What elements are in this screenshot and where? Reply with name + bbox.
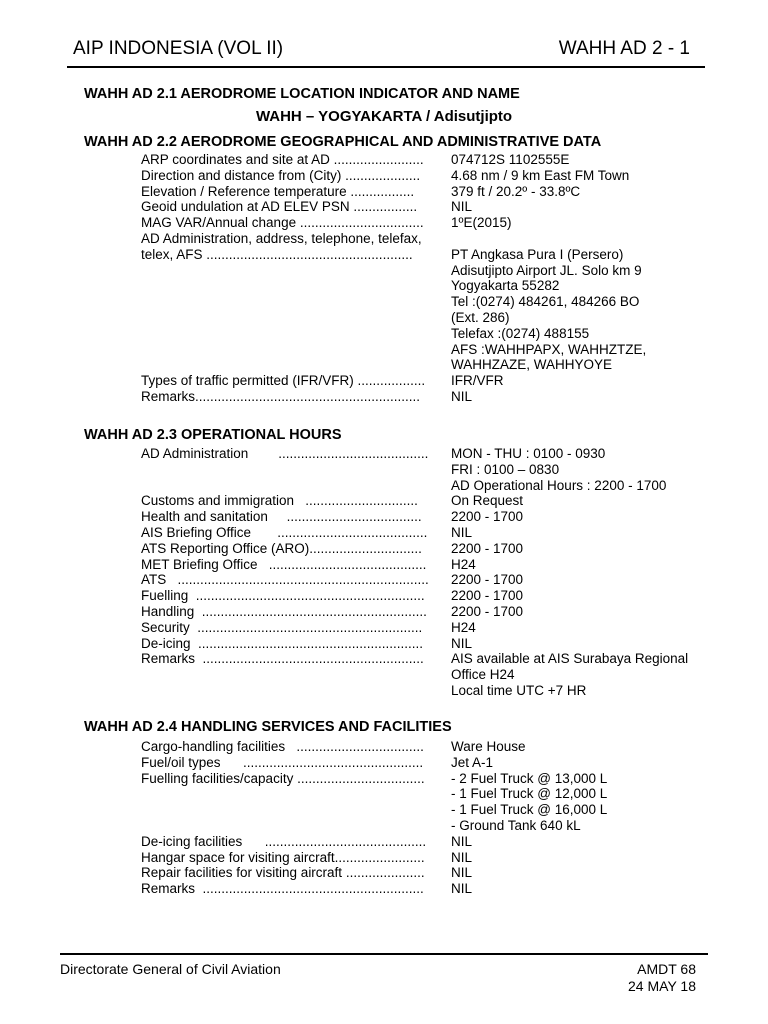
data-row bbox=[141, 509, 711, 525]
data-row bbox=[141, 199, 711, 215]
row-value bbox=[429, 168, 711, 184]
row-value-line: 2200 - 1700 bbox=[451, 603, 524, 619]
row-value bbox=[429, 493, 711, 509]
row-value bbox=[429, 247, 711, 373]
row-label: Remarks............................................................ bbox=[141, 388, 421, 404]
row-label: Fuel/oil types ................................................ bbox=[141, 754, 424, 770]
footer-date: 24 MAY 18 bbox=[628, 978, 696, 994]
row-label: Handling ............................................................ bbox=[141, 603, 427, 619]
row-value-line: 2200 - 1700 bbox=[451, 572, 524, 588]
row-label: MAG VAR/Annual change ................................. bbox=[141, 215, 424, 231]
data-row bbox=[141, 215, 711, 231]
row-value-line: 379 ft / 20.2º - 33.8ºC bbox=[451, 183, 581, 199]
row-value-line: NIL bbox=[451, 388, 473, 404]
row-value bbox=[429, 215, 711, 231]
row-value-line: - 1 Fuel Truck @ 12,000 L bbox=[451, 786, 608, 802]
footer-amdt: AMDT 68 bbox=[637, 961, 696, 977]
row-value-line: Adisutjipto Airport JL. Solo km 9 bbox=[451, 262, 642, 278]
row-value-line: AIS available at AIS Surabaya Regional bbox=[451, 651, 689, 667]
row-value bbox=[429, 850, 711, 866]
row-value-line: NIL bbox=[451, 849, 473, 865]
data-row bbox=[141, 231, 711, 247]
section-2-2-heading: WAHH AD 2.2 AERODROME GEOGRAPHICAL AND ADMINISTRATIVE DATA bbox=[84, 134, 602, 150]
row-value-line: NIL bbox=[451, 865, 473, 881]
row-label: AD Administration, address, telephone, telefax, bbox=[141, 230, 422, 246]
data-row bbox=[141, 834, 711, 850]
row-value-line: 1ºE(2015) bbox=[451, 215, 512, 231]
row-value bbox=[429, 755, 711, 771]
header-rule bbox=[67, 66, 705, 68]
row-value-line: AFS :WAHHPAPX, WAHHZTZE, bbox=[451, 341, 647, 357]
row-value-line: NIL bbox=[451, 635, 473, 651]
row-value-line: NIL bbox=[451, 881, 473, 897]
data-row bbox=[141, 572, 711, 588]
row-value bbox=[429, 231, 711, 247]
data-row bbox=[141, 557, 711, 573]
row-value bbox=[429, 636, 711, 652]
row-value bbox=[429, 389, 711, 405]
row-value bbox=[429, 881, 711, 897]
row-value bbox=[429, 620, 711, 636]
row-value bbox=[429, 557, 711, 573]
header-page-ref: WAHH AD 2 - 1 bbox=[558, 38, 690, 59]
row-value-line: On Request bbox=[451, 493, 524, 509]
header-title: AIP INDONESIA (VOL II) bbox=[73, 38, 284, 59]
section-2-2-table bbox=[141, 152, 711, 405]
row-label: Types of traffic permitted (IFR/VFR) .................. bbox=[141, 373, 426, 389]
row-value bbox=[429, 184, 711, 200]
section-2-4-heading: WAHH AD 2.4 HANDLING SERVICES AND FACILITIES bbox=[84, 719, 452, 735]
row-label: De-icing facilities ........................................... bbox=[141, 833, 427, 849]
row-value bbox=[429, 834, 711, 850]
row-value-line: Tel :(0274) 484261, 484266 BO bbox=[451, 294, 640, 310]
row-value bbox=[429, 588, 711, 604]
data-row bbox=[141, 620, 711, 636]
row-value-line: Office H24 bbox=[451, 667, 515, 683]
data-row bbox=[141, 184, 711, 200]
data-row bbox=[141, 881, 711, 897]
row-value-line: FRI : 0100 – 0830 bbox=[451, 461, 560, 477]
row-value-line: Jet A-1 bbox=[451, 754, 494, 770]
data-row bbox=[141, 850, 711, 866]
row-value bbox=[429, 199, 711, 215]
row-label: Direction and distance from (City) .................... bbox=[141, 167, 421, 183]
row-value bbox=[429, 739, 711, 755]
data-row bbox=[141, 651, 711, 698]
row-label: Security ............................................................ bbox=[141, 619, 423, 635]
aerodrome-name: WAHH – YOGYAKARTA / Adisutjipto bbox=[255, 108, 513, 125]
data-row bbox=[141, 865, 711, 881]
row-label: Elevation / Reference temperature ................. bbox=[141, 183, 415, 199]
row-label: ATS ................................................................... bbox=[141, 572, 429, 588]
row-value bbox=[429, 651, 711, 698]
footer-rule bbox=[60, 953, 708, 955]
row-label: ARP coordinates and site at AD ........................ bbox=[141, 152, 424, 167]
row-value-line: Ware House bbox=[451, 739, 526, 754]
row-value-line: - Ground Tank 640 kL bbox=[451, 817, 581, 833]
data-row bbox=[141, 771, 711, 834]
row-value-line: Telefax :(0274) 488155 bbox=[451, 325, 590, 341]
row-value bbox=[429, 509, 711, 525]
data-row bbox=[141, 446, 711, 493]
data-row bbox=[141, 525, 711, 541]
row-label: De-icing ............................................................ bbox=[141, 635, 424, 651]
data-row bbox=[141, 493, 711, 509]
row-label: MET Briefing Office .......................................... bbox=[141, 556, 427, 572]
row-label: Remarks ........................................................... bbox=[141, 881, 424, 897]
row-value-line: AD Operational Hours : 2200 - 1700 bbox=[451, 477, 667, 493]
row-value-line: IFR/VFR bbox=[451, 373, 504, 389]
row-value bbox=[429, 604, 711, 620]
row-label: Remarks ........................................................... bbox=[141, 651, 424, 667]
row-label: Geoid undulation at AD ELEV PSN ................. bbox=[141, 199, 418, 215]
section-2-1-heading: WAHH AD 2.1 AERODROME LOCATION INDICATOR AND NAME bbox=[84, 86, 520, 102]
row-value bbox=[429, 771, 711, 834]
section-2-3-heading: WAHH AD 2.3 OPERATIONAL HOURS bbox=[84, 427, 342, 443]
row-value-line: Yogyakarta 55282 bbox=[451, 278, 560, 294]
data-row bbox=[141, 604, 711, 620]
data-row bbox=[141, 739, 711, 755]
footer-amendment bbox=[628, 961, 696, 995]
data-row bbox=[141, 636, 711, 652]
data-row bbox=[141, 373, 711, 389]
row-value-line: MON - THU : 0100 - 0930 bbox=[451, 446, 606, 461]
row-value bbox=[429, 541, 711, 557]
row-label: telex, AFS ....................................................... bbox=[141, 246, 413, 262]
row-value bbox=[429, 865, 711, 881]
row-label: AD Administration ........................................ bbox=[141, 446, 429, 461]
row-value-line: 2200 - 1700 bbox=[451, 509, 524, 525]
row-value bbox=[429, 446, 711, 493]
row-label: Repair facilities for visiting aircraft ..................... bbox=[141, 865, 425, 881]
row-value-line: - 1 Fuel Truck @ 16,000 L bbox=[451, 802, 608, 818]
row-value bbox=[429, 572, 711, 588]
data-row bbox=[141, 247, 711, 373]
row-label: ATS Reporting Office (ARO).............................. bbox=[141, 540, 422, 556]
section-2-3-table bbox=[141, 446, 711, 699]
row-value-line: 2200 - 1700 bbox=[451, 540, 524, 556]
row-value-line: Local time UTC +7 HR bbox=[451, 682, 587, 698]
row-label: Health and sanitation .................................... bbox=[141, 509, 422, 525]
row-value-line: 2200 - 1700 bbox=[451, 588, 524, 604]
row-value-line: WAHHZAZE, WAHHYOYE bbox=[451, 357, 613, 373]
data-row bbox=[141, 541, 711, 557]
data-row bbox=[141, 588, 711, 604]
row-value bbox=[429, 152, 711, 168]
row-label: Fuelling ............................................................. bbox=[141, 588, 425, 604]
row-label: Customs and immigration .............................. bbox=[141, 493, 418, 509]
footer-org: Directorate General of Civil Aviation bbox=[60, 961, 281, 977]
row-value-line: PT Angkasa Pura I (Persero) bbox=[451, 246, 624, 262]
row-value bbox=[429, 525, 711, 541]
row-label: Cargo-handling facilities .................................. bbox=[141, 739, 424, 754]
data-row bbox=[141, 389, 711, 405]
row-value-line: 074712S 1102555E bbox=[451, 152, 570, 167]
row-value bbox=[429, 373, 711, 389]
row-value-line: H24 bbox=[451, 556, 476, 572]
row-value-line: (Ext. 286) bbox=[451, 309, 510, 325]
data-row bbox=[141, 755, 711, 771]
section-2-4-table bbox=[141, 739, 711, 897]
row-value-line: NIL bbox=[451, 833, 473, 849]
row-value-line: 4.68 nm / 9 km East FM Town bbox=[451, 167, 630, 183]
row-value-line: NIL bbox=[451, 199, 473, 215]
row-value-line: - 2 Fuel Truck @ 13,000 L bbox=[451, 770, 608, 786]
row-label: Fuelling facilities/capacity .................................. bbox=[141, 770, 425, 786]
row-value-line: NIL bbox=[451, 524, 473, 540]
data-row bbox=[141, 152, 711, 168]
row-label: Hangar space for visiting aircraft........................ bbox=[141, 849, 425, 865]
row-value-line: H24 bbox=[451, 619, 476, 635]
data-row bbox=[141, 168, 711, 184]
row-label: AIS Briefing Office ........................................ bbox=[141, 524, 428, 540]
